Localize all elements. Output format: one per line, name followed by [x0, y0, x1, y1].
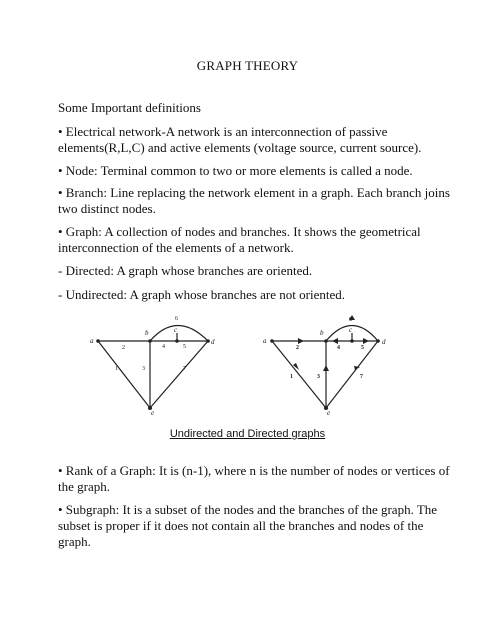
page-title: GRAPH THEORY: [196, 58, 299, 73]
directed-branch-1-label: 1: [290, 374, 293, 380]
definition-electrical-network: • Electrical network-A network is an interconnection of passive elements(R,L,C) and active elements (voltage source, current source).: [58, 124, 422, 155]
directed-graph: [272, 326, 378, 409]
branch-1-line: [98, 341, 150, 408]
definition-subgraph: • Subgraph: It is a subset of the nodes and the branches of the graph. The subset is proper if it does not contain all the branches and nodes of the graph.: [58, 502, 438, 549]
definition-graph: • Graph: A collection of nodes and branches. It shows the geometrical interconnection of the elements of a network.: [58, 224, 421, 255]
arrow-branch-4: [332, 338, 338, 344]
definition-undirected: - Undirected: A graph whose branches are not oriented.: [58, 287, 345, 302]
node-c-label: c: [174, 326, 178, 334]
directed-branch-7-line: [326, 341, 378, 408]
section-heading: Some Important definitions: [58, 100, 201, 115]
arrow-branch-2: [298, 338, 304, 344]
arrow-branch-3: [323, 365, 329, 371]
directed-node-a-label: a: [263, 337, 267, 345]
arrow-branch-5: [363, 338, 369, 344]
branch-6-label: 6: [175, 316, 178, 322]
branch-6-arc: [150, 326, 208, 342]
branch-1-label: 1: [115, 366, 118, 372]
branch-2-label: 2: [122, 345, 125, 351]
directed-node-b-label: b: [320, 329, 324, 337]
figure-caption: [0, 428, 495, 440]
definition-branch: • Branch: Line replacing the network element in a graph. Each branch joins two distinct nodes.: [58, 185, 450, 216]
definition-directed: - Directed: A graph whose branches are oriented.: [58, 263, 313, 278]
node-b-label: b: [145, 329, 149, 337]
arrow-branch-7: [354, 366, 360, 370]
branch-4-label: 4: [162, 344, 165, 350]
node-a-label: a: [90, 337, 94, 345]
branch-5-label: 5: [183, 344, 186, 350]
definition-node: • Node: Terminal common to two or more elements is called a node.: [58, 163, 413, 178]
directed-branch-5-label: 5: [361, 345, 364, 351]
node-e-label: e: [151, 409, 155, 417]
directed-branch-3-label: 3: [317, 374, 320, 380]
directed-branch-6-label: 6: [349, 317, 352, 323]
node-d-label: d: [211, 338, 215, 346]
directed-node-e-label: e: [327, 409, 331, 417]
directed-node-c-label: c: [349, 326, 353, 334]
branch-3-label: 3: [142, 366, 145, 372]
directed-branch-4-label: 4: [337, 345, 340, 351]
directed-branch-7-label: 7: [360, 374, 363, 380]
branch-7-label: 7: [183, 366, 186, 372]
definition-rank: • Rank of a Graph: It is (n-1), where n is the number of nodes or vertices of the graph.: [58, 463, 450, 494]
directed-node-d-label: d: [382, 338, 386, 346]
figure-caption-text: Undirected and Directed graphs: [169, 428, 326, 440]
directed-branch-2-label: 2: [296, 345, 299, 351]
branch-7-line: [150, 341, 208, 408]
graph-figure: [80, 308, 420, 423]
